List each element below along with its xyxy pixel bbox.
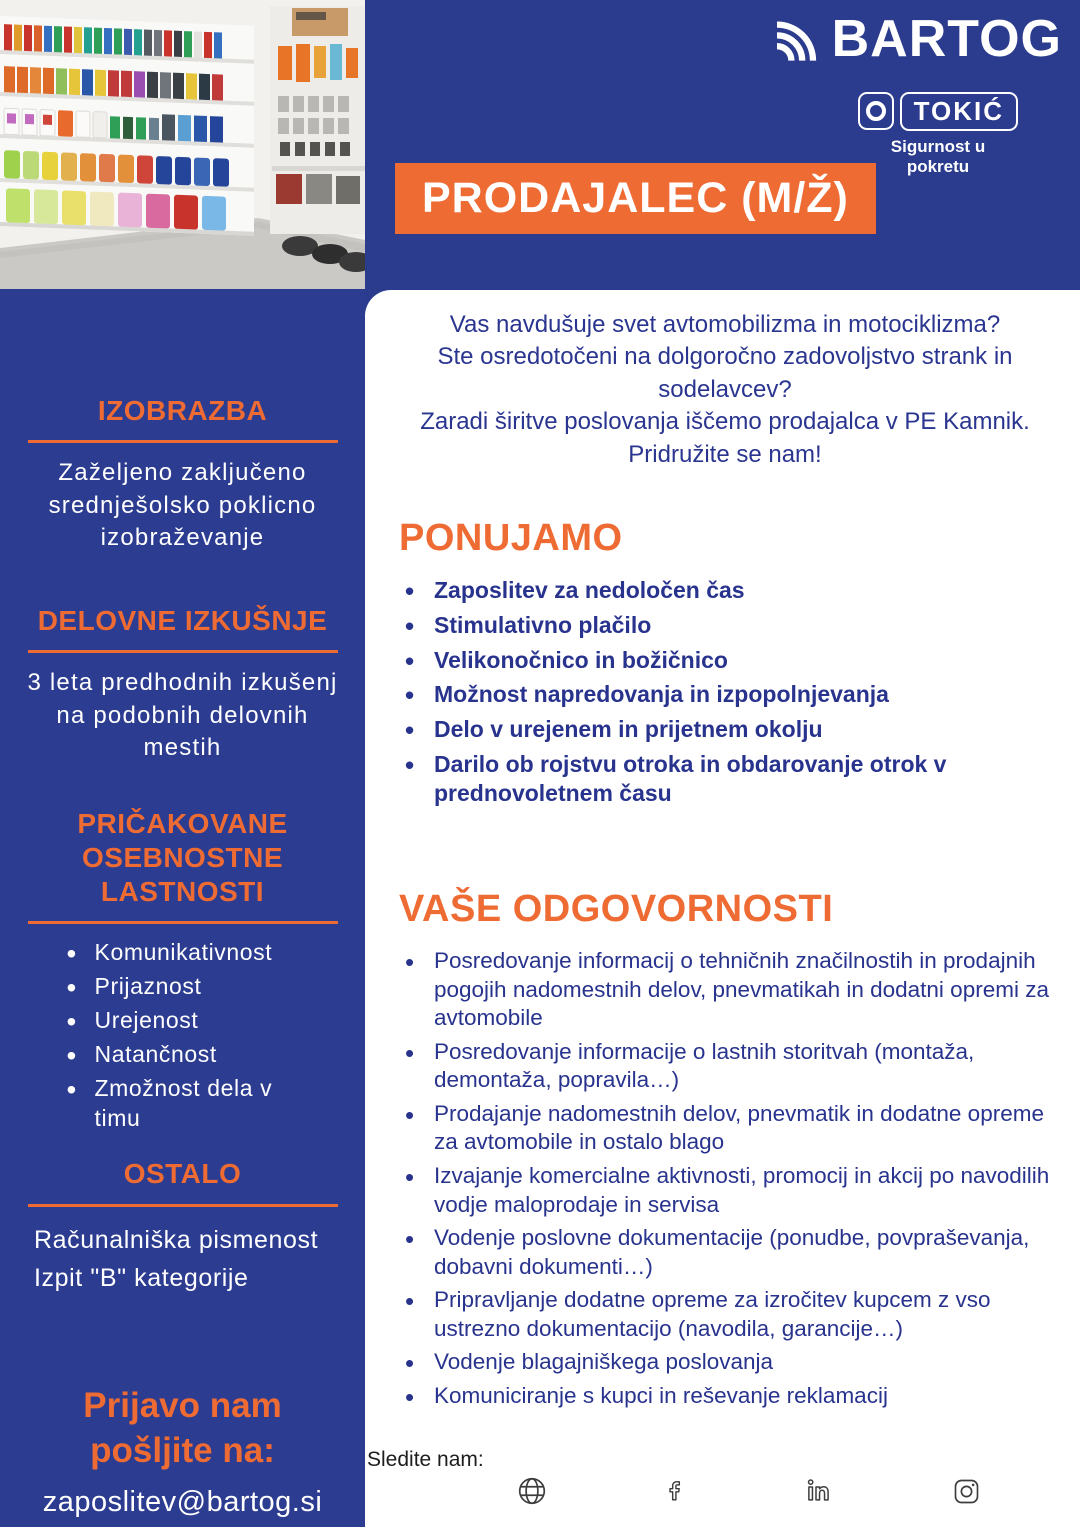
- facebook-icon[interactable]: [661, 1474, 691, 1508]
- apply-cta: Prijavo nam pošljite na:: [83, 1386, 282, 1470]
- apply-email[interactable]: zaposlitev@bartog.si: [42, 1485, 323, 1518]
- responsibility-item: • Vodenje blagajniškega poslovanja: [399, 1348, 1066, 1377]
- responsibility-item: • Komuniciranje s kupci in reševanje reklamacij: [399, 1382, 1066, 1411]
- job-title-banner: [395, 163, 876, 234]
- responsibilities-heading: VAŠE ODGOVORNOSTI: [399, 888, 834, 930]
- intro-line: Ste osredotočeni na dolgoročno zadovoljstvo strank in sodelavcev?: [437, 343, 1013, 403]
- section-heading: DELOVNE IZKUŠNJE: [37, 605, 328, 637]
- divider: [28, 921, 338, 924]
- ostalo-line: Izpit "B" kategorije: [34, 1264, 249, 1293]
- divider: [28, 440, 338, 443]
- traits-list: [63, 938, 303, 1133]
- divider: [28, 1204, 338, 1207]
- section-ostalo: [0, 1157, 365, 1298]
- instagram-icon[interactable]: [950, 1475, 983, 1508]
- offer-item: • Velikonočnico in božičnico: [399, 646, 1062, 675]
- responsibility-item: • Izvajanje komercialne aktivnosti, promocij in akcij po navodilih vodje maloprodaje in servisa: [399, 1162, 1066, 1219]
- trait-item: • Prijaznost: [63, 972, 303, 1002]
- offer-item: • Možnost napredovanja in izpopolnjevanja: [399, 680, 1062, 709]
- trait-item: • Zmožnost dela v timu: [63, 1074, 303, 1134]
- section-izobrazba: [0, 394, 365, 554]
- intro-text: [395, 309, 1055, 471]
- section-heading: PRIČAKOVANE OSEBNOSTNE LASTNOSTI: [77, 807, 288, 907]
- social-links: [515, 1474, 983, 1508]
- section-heading: OSTALO: [123, 1158, 242, 1190]
- tokic-circle-icon: [858, 92, 894, 130]
- offer-item: • Stimulativno plačilo: [399, 611, 1062, 640]
- job-title: PRODAJALEC (M/Ž): [422, 174, 849, 222]
- responsibility-item: • Prodajanje nadomestnih delov, pnevmatik in dodatne opreme za avtomobile in ostalo blago: [399, 1100, 1066, 1157]
- follow-label: Sledite nam:: [367, 1448, 484, 1471]
- apply-block: [0, 1384, 365, 1519]
- sidebar: [0, 290, 365, 1527]
- bartog-arcs-icon: [768, 12, 822, 66]
- tokic-logo: [858, 92, 1018, 177]
- ostalo-line: Računalniška pismenost: [34, 1225, 319, 1254]
- section-text: Zaželjeno zaključeno srednješolsko poklicno izobraževanje: [48, 459, 317, 551]
- responsibility-item: • Vodenje poslovne dokumentacije (ponudbe, povpraševanja, dobavni dokumenti…): [399, 1224, 1066, 1281]
- offer-heading: PONUJAMO: [399, 517, 623, 559]
- offer-item: • Delo v urejenem in prijetnem okolju: [399, 715, 1062, 744]
- responsibilities-section: [399, 888, 1066, 1415]
- divider: [28, 650, 338, 653]
- content-panel: [365, 290, 1080, 1527]
- website-icon[interactable]: [515, 1474, 549, 1508]
- trait-item: • Natančnost: [63, 1040, 303, 1070]
- tokic-tagline: Sigurnost u pokretu: [890, 137, 986, 176]
- bartog-logo-text: BARTOG: [831, 10, 1062, 68]
- offer-item: • Zaposlitev za nedoločen čas: [399, 576, 1062, 605]
- section-text: 3 leta predhodnih izkušenj na podobnih delovnih mestih: [27, 669, 338, 762]
- linkedin-icon[interactable]: [802, 1475, 838, 1507]
- tokic-logo-text: TOKIĆ: [900, 92, 1018, 131]
- offer-section: [399, 517, 1062, 813]
- responsibilities-list: [399, 947, 1066, 1410]
- section-osebnostne-lastnosti: [0, 807, 365, 1134]
- responsibility-item: • Posredovanje informacij o tehničnih značilnostih in prodajnih pogojih nadomestnih delov, pnevmatikah in dodatni opremi za avtomobile: [399, 947, 1066, 1033]
- store-photo-illustration: [0, 0, 365, 289]
- responsibility-item: • Pripravljanje dodatne opreme za izročitev kupcem z vso ustrezno dokumentacijo (navodila, garancije…): [399, 1286, 1066, 1343]
- trait-item: • Komunikativnost: [63, 938, 303, 968]
- offer-item: • Darilo ob rojstvu otroka in obdarovanje otrok v prednovoletnem času: [399, 750, 1062, 808]
- ostalo-lines: [0, 1221, 365, 1299]
- intro-line: Vas navdušuje svet avtomobilizma in motociklizma?: [449, 311, 1001, 338]
- trait-item: • Urejenost: [63, 1006, 303, 1036]
- intro-line: Pridružite se nam!: [628, 440, 822, 468]
- header: [365, 0, 1080, 290]
- intro-line: Zaradi širitve poslovanja iščemo prodajalca v PE Kamnik.: [420, 408, 1030, 436]
- section-delovne-izkusnje: [0, 604, 365, 764]
- bartog-logo: [768, 12, 1062, 66]
- section-heading: IZOBRAZBA: [97, 395, 268, 426]
- offer-list: [399, 576, 1062, 807]
- responsibility-item: • Posredovanje informacije o lastnih storitvah (montaža, demontaža, popravila…): [399, 1038, 1066, 1095]
- store-photo: [0, 0, 365, 289]
- follow-footer: [367, 1448, 1080, 1518]
